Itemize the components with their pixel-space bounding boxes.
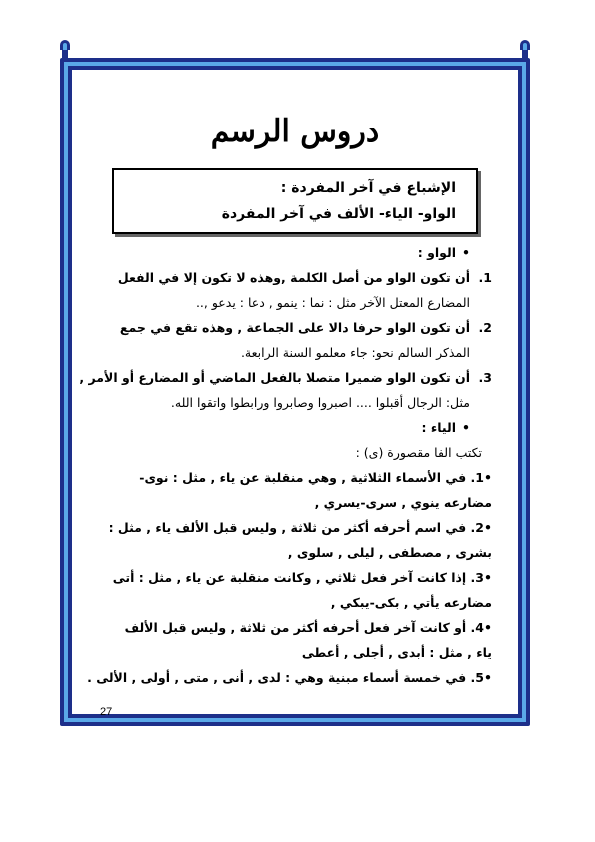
list-item: 3. أن تكون الواو ضميرا متصلا بالفعل الماضي أو المضارع أو الأمر , <box>79 370 492 385</box>
list-item-continuation: مضارعه ينوي , سرى-يسري , <box>314 495 492 510</box>
list-item: •4. أو كانت آخر فعل أحرفه أكثر من ثلاثة , وليس قبل الألف <box>124 620 492 635</box>
alif-intro: تكتب الفا مقصورة (ى) : <box>355 445 482 460</box>
heading-line-2: الواو- الياء- الألف في آخر المفردة <box>221 206 456 222</box>
heading-line-1: الإشباع في آخر المفردة : <box>280 180 456 196</box>
page-number: 27 <box>100 706 113 718</box>
page-title: دروس الرسم <box>210 114 380 149</box>
list-item: 2. أن تكون الواو حرفا دالا على الجماعة , وهذه تقع في جمع <box>119 320 492 335</box>
list-item-continuation: مضارعه يأتي , بكى-يبكي , <box>330 595 492 610</box>
list-item-continuation: ياء , مثل : أبدى , أجلى , أعطى <box>301 645 492 660</box>
lesson-content <box>79 240 492 690</box>
list-item: 1. أن تكون الواو من أصل الكلمة ,وهذه لا تكون إلا في الفعل <box>117 270 492 285</box>
ya-label: • الياء : <box>92 415 492 440</box>
list-item-continuation: مثل: الرجال أقبلوا .... اصبروا وصابروا ورابطوا واتقوا الله. <box>170 395 470 410</box>
list-item: •1. في الأسماء الثلاثية , وهي منقلبة عن ياء , مثل : نوى- <box>139 470 492 485</box>
corner-ornament-icon <box>60 40 70 58</box>
list-item-continuation: المضارع المعتل الآخر مثل : نما : ينمو , دعا : يدعو ,.. <box>195 295 470 310</box>
section-heading-box <box>112 168 478 234</box>
list-item: •2. في اسم أحرفه أكثر من ثلاثة , وليس قبل الألف ياء , مثل : <box>108 520 492 535</box>
page-frame <box>60 58 530 726</box>
list-item-continuation: بشرى , مصطفى , ليلى , سلوى , <box>287 545 492 560</box>
page-body <box>72 70 518 718</box>
list-item-continuation: المذكر السالم نحو: جاء معلمو السنة الرابعة. <box>240 345 470 360</box>
corner-ornament-icon <box>520 40 530 58</box>
list-item: •3. إذا كانت آخر فعل ثلاثي , وكانت منقلبة عن ياء , مثل : أتى <box>112 570 492 585</box>
waw-label: • الواو : <box>92 240 492 265</box>
list-item: •5. في خمسة أسماء مبنية وهي : لدى , أنى , متى , أولى , الألى . <box>87 670 492 685</box>
